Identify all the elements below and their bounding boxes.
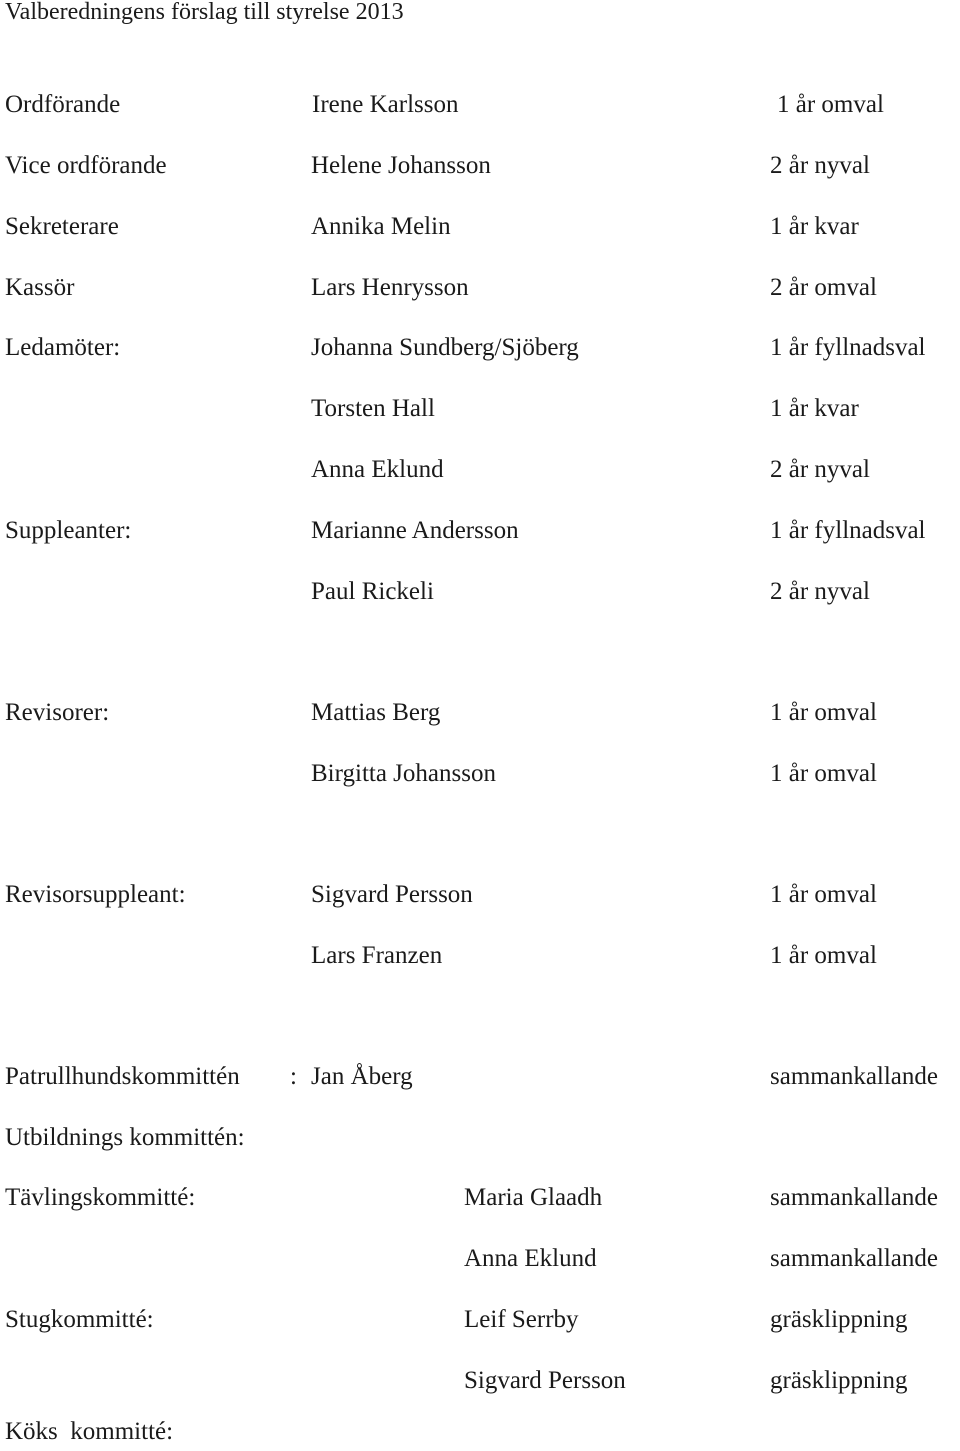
board-row-vice-chair [0,149,960,183]
role-label: Revisorsuppleant: [5,881,186,908]
member-name: Maria Glaadh [464,1184,603,1211]
term-text: sammankallande [770,1063,938,1090]
term-text: gräsklippning [770,1367,908,1394]
role-label: Ledamöter: [5,334,121,361]
role-label: Sekreterare [5,213,119,240]
member-name: Annika Melin [311,213,451,240]
committee-row-cabin [0,1303,960,1337]
auditor-row [0,696,960,730]
board-row-chair [0,88,960,122]
term-text: 2 år omval [770,274,877,301]
board-row-treasurer [0,271,960,305]
term-text: sammankallande [770,1245,938,1272]
term-text: 2 år nyval [770,152,870,179]
board-row-secretary [0,210,960,244]
term-text: 1 år omval [770,942,877,969]
member-name: Marianne Andersson [311,517,519,544]
role-label: Patrullhundskommittén [5,1063,240,1090]
member-name: Sigvard Persson [464,1367,626,1394]
member-name: Mattias Berg [311,699,441,726]
term-text: 1 år omval [777,91,884,118]
committee-row-cabin [0,1364,960,1398]
role-label: Tävlingskommitté: [5,1184,196,1211]
member-name: Johanna Sundberg/Sjöberg [311,334,579,361]
role-label: Köks kommitté: [5,1418,174,1445]
board-row-substitute [0,575,960,609]
member-name: Lars Franzen [311,942,443,969]
role-label: Ordförande [5,91,121,118]
member-name: Anna Eklund [464,1245,597,1272]
term-text: sammankallande [770,1184,938,1211]
kitchen-committee-row [0,1415,960,1449]
board-row-members [0,331,960,365]
member-name: Irene Karlsson [312,91,459,118]
term-text: 1 år omval [770,881,877,908]
member-name: Helene Johansson [311,152,491,179]
document-title: Valberedningens förslag till styrelse 2013 [5,0,404,25]
term-text: 2 år nyval [770,456,870,483]
member-name: Jan Åberg [311,1063,413,1090]
term-text: 1 år fyllnadsval [770,517,926,544]
committee-row-competition [0,1242,960,1276]
member-name: Birgitta Johansson [311,760,496,787]
auditor-row [0,757,960,791]
member-name: Leif Serrby [464,1306,579,1333]
auditor-substitute-row [0,939,960,973]
role-label: Vice ordförande [5,152,167,179]
term-text: 1 år fyllnadsval [770,334,926,361]
term-text: 1 år kvar [770,395,859,422]
role-label: Stugkommitté: [5,1306,154,1333]
member-name: Paul Rickeli [311,578,434,605]
colon-separator: : [290,1063,297,1090]
patrol-committee-row [0,1060,960,1094]
member-name: Anna Eklund [311,456,444,483]
role-label: Suppleanter: [5,517,132,544]
term-text: 1 år kvar [770,213,859,240]
board-row-member [0,392,960,426]
role-label: Utbildnings kommittén: [5,1124,245,1151]
term-text: 2 år nyval [770,578,870,605]
term-text: 1 år omval [770,760,877,787]
board-row-member [0,453,960,487]
auditor-substitute-row [0,878,960,912]
role-label: Kassör [5,274,75,301]
role-label: Revisorer: [5,699,110,726]
committee-row-competition [0,1181,960,1215]
member-name: Torsten Hall [311,395,435,422]
member-name: Lars Henrysson [311,274,469,301]
term-text: gräsklippning [770,1306,908,1333]
board-row-substitutes [0,514,960,548]
education-committee-row [0,1121,960,1155]
term-text: 1 år omval [770,699,877,726]
member-name: Sigvard Persson [311,881,473,908]
